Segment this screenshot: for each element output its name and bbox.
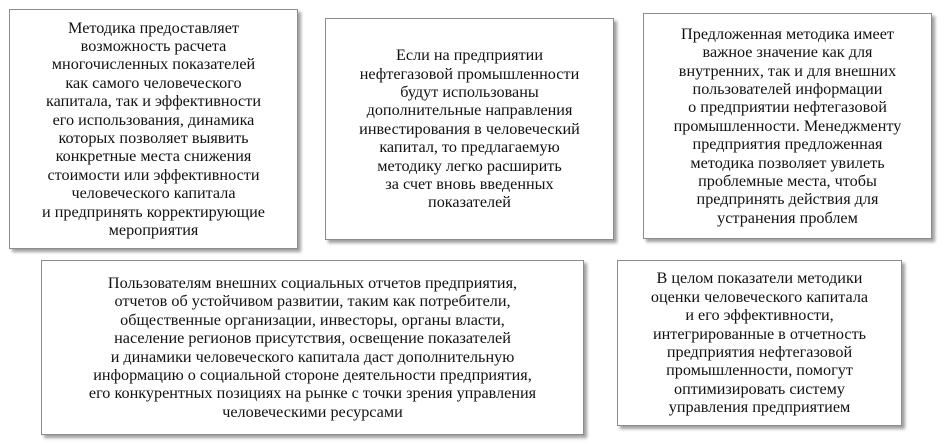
box-text-line: его конкурентных позициях на рынке с точки зрения управления	[88, 384, 537, 403]
box-text-line: дополнительные направления	[366, 101, 573, 120]
box-text-line: устранения проблем	[717, 208, 858, 227]
box-text-line: человеческого капитала	[71, 184, 236, 203]
box-text-line: внутренних, так и для внешних	[678, 61, 897, 80]
box-text-line: стоимости или эффективности	[47, 165, 260, 184]
box-text-line: возможность расчета	[80, 36, 227, 55]
box-text-line: нефтегазовой промышленности	[359, 64, 580, 83]
box-text-line: предприятия предложенная	[692, 135, 883, 154]
box-text-line: информацию о социальной стороне деятельности предприятия,	[93, 365, 532, 384]
box-text-line: и динамики человеческого капитала даст дополнительную	[110, 347, 515, 366]
box-text-line: показателей	[428, 193, 511, 212]
box-text-line: предпринять действия для	[696, 190, 879, 209]
box-text-line: многочисленных показателей	[51, 55, 256, 74]
box-text-line: методику легко расширить	[377, 156, 562, 175]
box-text-line: о предприятии нефтегазовой	[688, 98, 887, 117]
box-text-line: отчетов об устойчивом развитии, таким как потребители,	[114, 292, 511, 311]
box-text-line: общественные организации, инвесторы, органы власти,	[120, 310, 505, 329]
box-text-line: за счет вновь введенных	[385, 175, 554, 194]
box-text-line: и предпринять корректирующие	[42, 202, 265, 221]
box-text-line: важное значение как для	[702, 43, 873, 62]
box-text-line: оптимизировать систему	[674, 379, 845, 398]
box-text-line: промышленности. Менеджменту	[673, 116, 902, 135]
box-text-line: население регионов присутствия, освещение показателей	[114, 329, 511, 348]
box-text-line: капитал, то предлагаемую	[379, 138, 560, 157]
box-text-line: мероприятия	[108, 221, 199, 240]
box-text-line: проблемные места, чтобы	[698, 172, 877, 191]
box-text-line: В целом показатели методики	[656, 269, 863, 288]
box-text-line: которых позволяет выявить	[58, 129, 249, 147]
box-text-line: человеческими ресурсами	[222, 402, 403, 421]
box-text-line: предприятия нефтегазовой	[666, 343, 853, 361]
diagram-box-external-users	[41, 260, 584, 435]
box-text-line: оценки человеческого капитала	[650, 287, 869, 306]
box-text-line: как самого человеческого	[65, 73, 242, 92]
diagram-box-overall-conclusion	[617, 260, 902, 426]
box-text-line: Предложенная методика имеет	[681, 24, 894, 43]
box-text-line: конкретные места снижения	[55, 147, 252, 166]
box-text-line: интегрированные в отчетность	[652, 324, 867, 343]
box-text-line: Пользователям внешних социальных отчетов предприятия,	[107, 273, 518, 292]
diagram-box-method-capabilities	[9, 9, 298, 249]
box-text-line: будут использованы	[400, 82, 539, 101]
box-text-line: пользователей информации	[692, 79, 883, 98]
diagram-box-method-importance	[643, 13, 932, 239]
box-text-line: Методика предоставляет	[68, 18, 239, 37]
box-text-line: управления предприятием	[668, 398, 851, 417]
box-text-line: промышленности, помогут	[666, 361, 853, 380]
box-text-line: инвестирования в человеческий	[359, 119, 580, 138]
box-text-line: методика позволяет увилеть	[690, 153, 885, 172]
diagram-box-method-extension	[325, 18, 614, 240]
box-text-line: капитала, так и эффективности	[46, 92, 261, 111]
box-text-line: и его эффективности,	[685, 306, 834, 325]
box-text-line: Если на предприятии	[396, 46, 543, 65]
box-text-line: его использования, динамика	[52, 110, 255, 129]
